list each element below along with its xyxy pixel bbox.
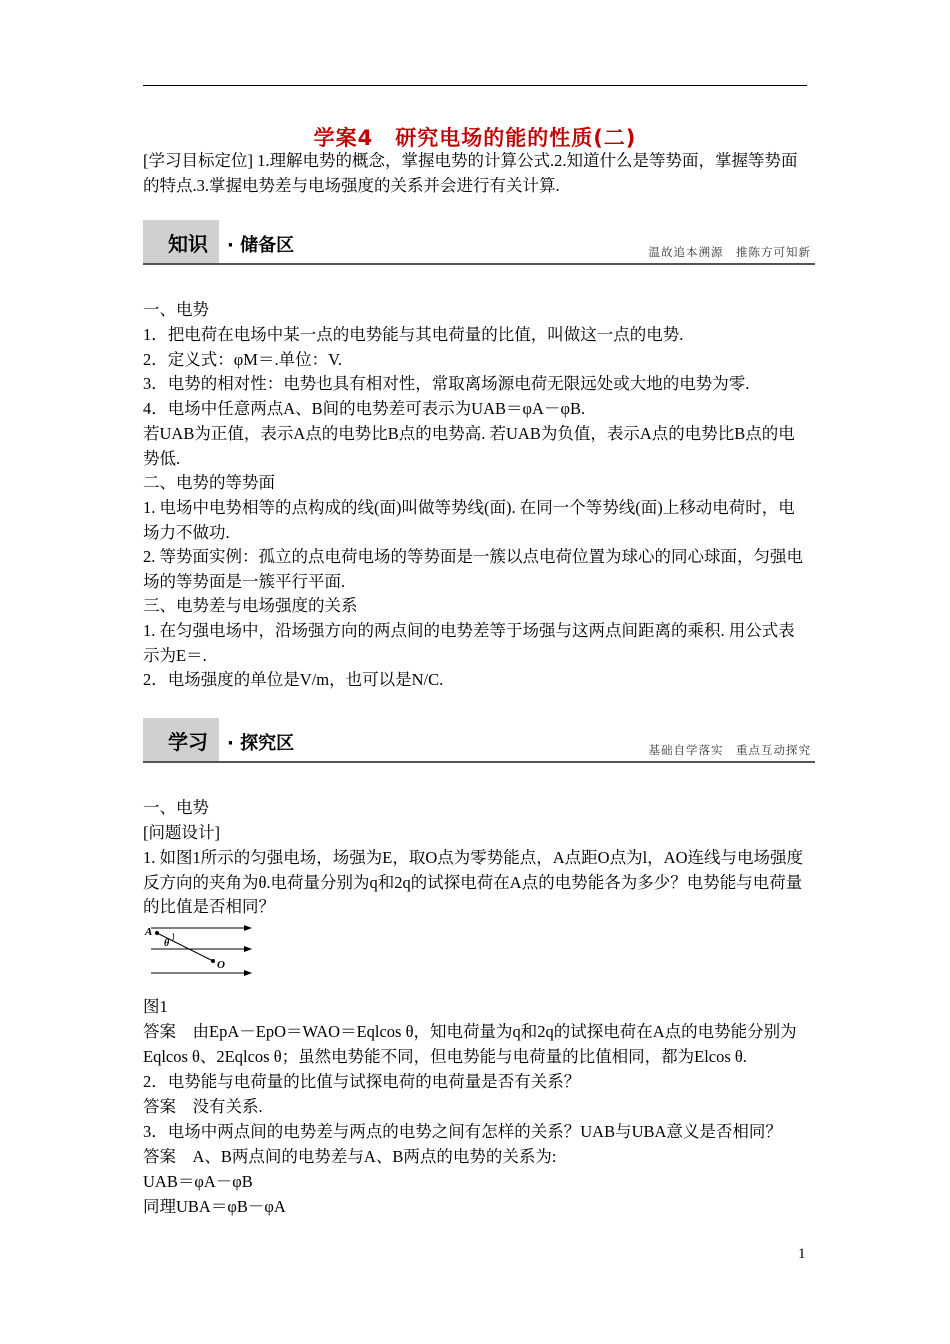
heading-potential: 一、电势 (143, 300, 209, 319)
formula-uab: UAB＝φA－φB (143, 1172, 253, 1191)
paragraph: 2．定义式：φM＝.单位：V. (143, 350, 342, 369)
label-o: O (217, 959, 225, 971)
answer-2: 答案 没有关系. (143, 1097, 263, 1116)
question-3: 3．电场中两点间的电势差与两点的电势之间有怎样的关系？UAB与UBA意义是否相同？ (143, 1122, 782, 1141)
point-a (155, 931, 159, 935)
section-header-knowledge (143, 220, 815, 266)
field-diagram (143, 922, 258, 980)
section-rule (143, 761, 815, 763)
section-slogan: 温故追本溯源 推陈方可知新 (648, 245, 811, 259)
question-2: 2．电势能与电荷量的比值与试探电荷的电荷量是否有关系？ (143, 1072, 581, 1091)
heading-potential: 一、电势 (143, 798, 209, 817)
formula-uba: 同理UBA＝φB－φA (143, 1197, 286, 1216)
answer-3: 答案 A、B两点间的电势差与A、B两点的电势的关系为: (143, 1147, 557, 1166)
figure-caption: 图1 (143, 997, 168, 1016)
paragraph: 4．电场中任意两点A、B间的电势差可表示为UAB＝φA－φB. (143, 399, 586, 418)
section-tab-label: 学习 (168, 730, 208, 754)
section-sub-label: · 探究区 (227, 733, 295, 754)
point-o (211, 959, 215, 963)
paragraph: 1．把电荷在电场中某一点的电势能与其电荷量的比值，叫做这一点的电势. (143, 325, 684, 344)
page-number: 1 (798, 1246, 806, 1262)
paragraph: 1. 在匀强电场中，沿场强方向的两点间的电势差等于场强与这两点间距离的乘积. 用公式表示为E＝. (143, 621, 795, 665)
heading-potential-difference: 三、电势差与电场强度的关系 (143, 596, 358, 615)
section-sub-label: · 储备区 (227, 235, 295, 256)
answer-1: 答案 由EpA－EpO＝WAO＝Eqlcos θ，知电荷量为q和2q的试探电荷在A点的电势能分别为Eqlcos θ、2Eqlcos θ；虽然电势能不同，但电势能与电荷量的比值相同，都为Elcos θ. (143, 1022, 797, 1066)
section-rule (143, 263, 815, 265)
question-1: 1. 如图1所示的匀强电场，场强为E，取O点为零势能点，A点距O点为l，AO连线与电场强度反方向的夹角为θ.电荷量分别为q和2q的试探电荷在A点的电势能各为多少？电势能与电荷量的比值是否相同？ (143, 848, 803, 916)
label-theta: θ (164, 938, 170, 949)
heading-equipotential: 二、电势的等势面 (143, 473, 275, 492)
section-header-study (143, 718, 815, 764)
paragraph: 3．电势的相对性：电势也具有相对性，常取离场源电荷无限远处或大地的电势为零. (143, 374, 750, 393)
paragraph: 1. 电场中电势相等的点构成的线(面)叫做等势线(面). 在同一个等势线(面)上移动电荷时，电场力不做功. (143, 498, 795, 542)
section-slogan: 基础自学落实 重点互动探究 (648, 743, 811, 757)
paragraph: 2．电场强度的单位是V/m，也可以是N/C. (143, 670, 444, 689)
learning-goal: [学习目标定位] 1.理解电势的概念，掌握电势的计算公式.2.知道什么是等势面，掌握等势面的特点.3.掌握电势差与电场强度的关系并会进行有关计算. (143, 151, 798, 195)
problem-design-label: [问题设计] (143, 823, 220, 842)
label-a: A (145, 926, 153, 938)
paragraph: 2. 等势面实例：孤立的点电荷电场的等势面是一簇以点电荷位置为球心的同心球面，匀强电场的等势面是一簇平行平面. (143, 547, 803, 591)
section-tab-label: 知识 (168, 232, 208, 256)
page-title: 学案4 研究电场的能的性质(二) (313, 126, 637, 150)
paragraph: 若UAB为正值，表示A点的电势比B点的电势高. 若UAB为负值，表示A点的电势比B点的电势低. (143, 424, 795, 468)
header-rule (143, 85, 807, 86)
angle-arc (172, 933, 174, 941)
